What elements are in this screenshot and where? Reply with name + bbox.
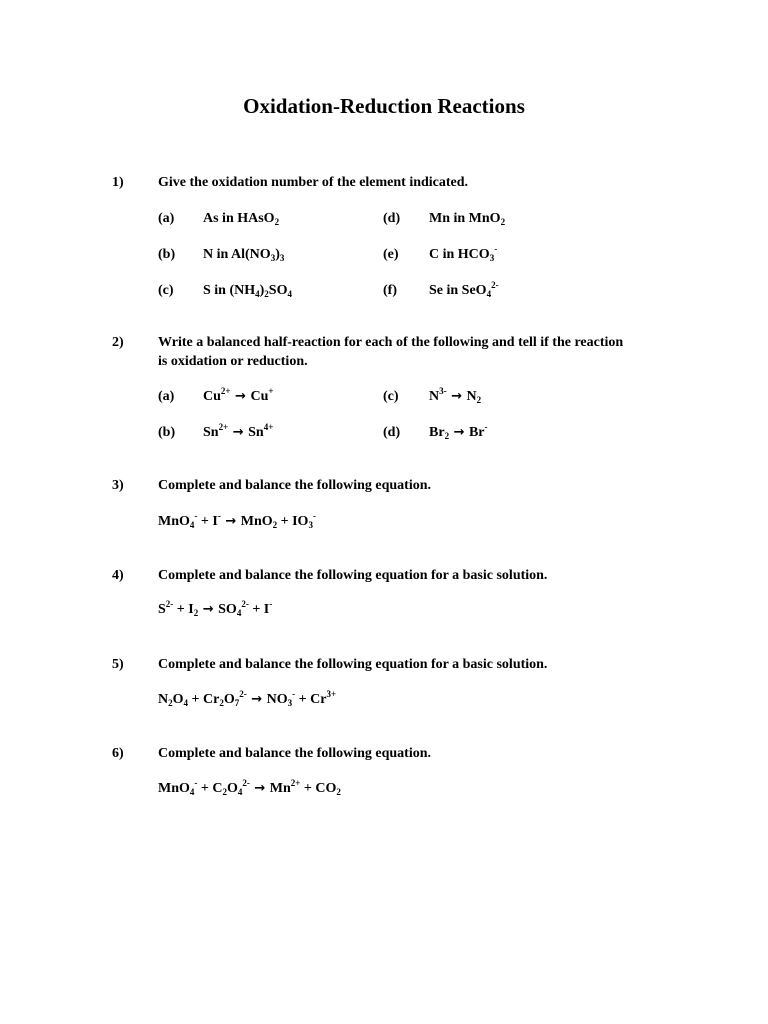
q1-item-d-label: (d) [383, 211, 401, 226]
q1-item-b-value: N in $Al(NO_3)_3$ [203, 247, 285, 263]
q1-item-f-label: (f) [383, 283, 397, 298]
question-5-number: 5) [112, 657, 124, 672]
question-5-equation: $N_2O_4 + Cr_2O_7^{2-} \to NO_3^- + Cr^{3+}$ [158, 689, 337, 708]
arrow-icon: → [451, 389, 463, 404]
q2-item-b-label: (b) [158, 425, 176, 440]
question-6-prompt: Complete and balance the following equation. [158, 746, 432, 761]
q2-item-a-label: (a) [158, 389, 175, 404]
q1-item-a-value: As in HAsO$_2$ [203, 211, 280, 227]
q1-item-c-label: (c) [158, 283, 174, 298]
q1-item-e-label: (e) [383, 247, 399, 262]
question-4-prompt: Complete and balance the following equation for a basic solution. [158, 568, 548, 583]
arrow-icon: → [235, 389, 246, 404]
arrow-icon: → [232, 425, 244, 440]
question-2-number: 2) [112, 335, 124, 350]
q2-item-d-value: $Br_2 \to Br^-$ [429, 422, 488, 441]
q2-item-d-label: (d) [383, 425, 401, 440]
arrow-icon: → [453, 425, 465, 440]
page-title: Oxidation-Reduction Reactions [243, 94, 525, 118]
q1-item-e-value: C in $HCO_3^-$ [429, 244, 498, 263]
arrow-icon: → [202, 602, 214, 617]
q2-item-c-value: $N^{3-} \to N_2$ [429, 386, 482, 405]
question-3-equation: $MnO_4^- + I^- \to MnO_2 + IO_3^-$ [158, 511, 316, 530]
q2-item-b-value: $Sn^{2+} \to Sn^{4+}$ [203, 422, 274, 440]
question-3-number: 3) [112, 478, 124, 493]
q2-item-a-value: $Cu^{2+} \to Cu^+$ [203, 386, 274, 404]
arrow-icon: → [251, 692, 263, 707]
arrow-icon: → [254, 781, 266, 796]
question-4-equation: $S^{2-} + I_2 \to SO_4^{2-} + I^-$ [158, 599, 273, 618]
question-5-prompt: Complete and balance the following equation for a basic solution. [158, 657, 548, 672]
question-1-number: 1) [112, 175, 124, 190]
question-6-equation: $MnO_4^- + C_2O_4^{2-} \to Mn^{2+} + CO_2$ [158, 778, 341, 797]
question-6-number: 6) [112, 746, 124, 761]
q2-item-c-label: (c) [383, 389, 399, 404]
question-2-prompt: Write a balanced half-reaction for each of the following and tell if the reaction is oxidation or reduction. [158, 335, 624, 369]
q1-item-f-value: Se in SeO$_4^{2-}$ [429, 280, 499, 299]
q1-item-a-label: (a) [158, 211, 175, 226]
arrow-icon: → [225, 514, 237, 529]
q1-item-b-label: (b) [158, 247, 176, 262]
question-1-prompt: Give the oxidation number of the element indicated. [158, 175, 469, 190]
q1-item-c-value: S in $(NH_4)_2SO_4$ [203, 283, 292, 299]
question-4-number: 4) [112, 568, 124, 583]
question-3-prompt: Complete and balance the following equation. [158, 478, 432, 493]
q1-item-d-value: Mn in MnO$_2$ [429, 211, 506, 227]
